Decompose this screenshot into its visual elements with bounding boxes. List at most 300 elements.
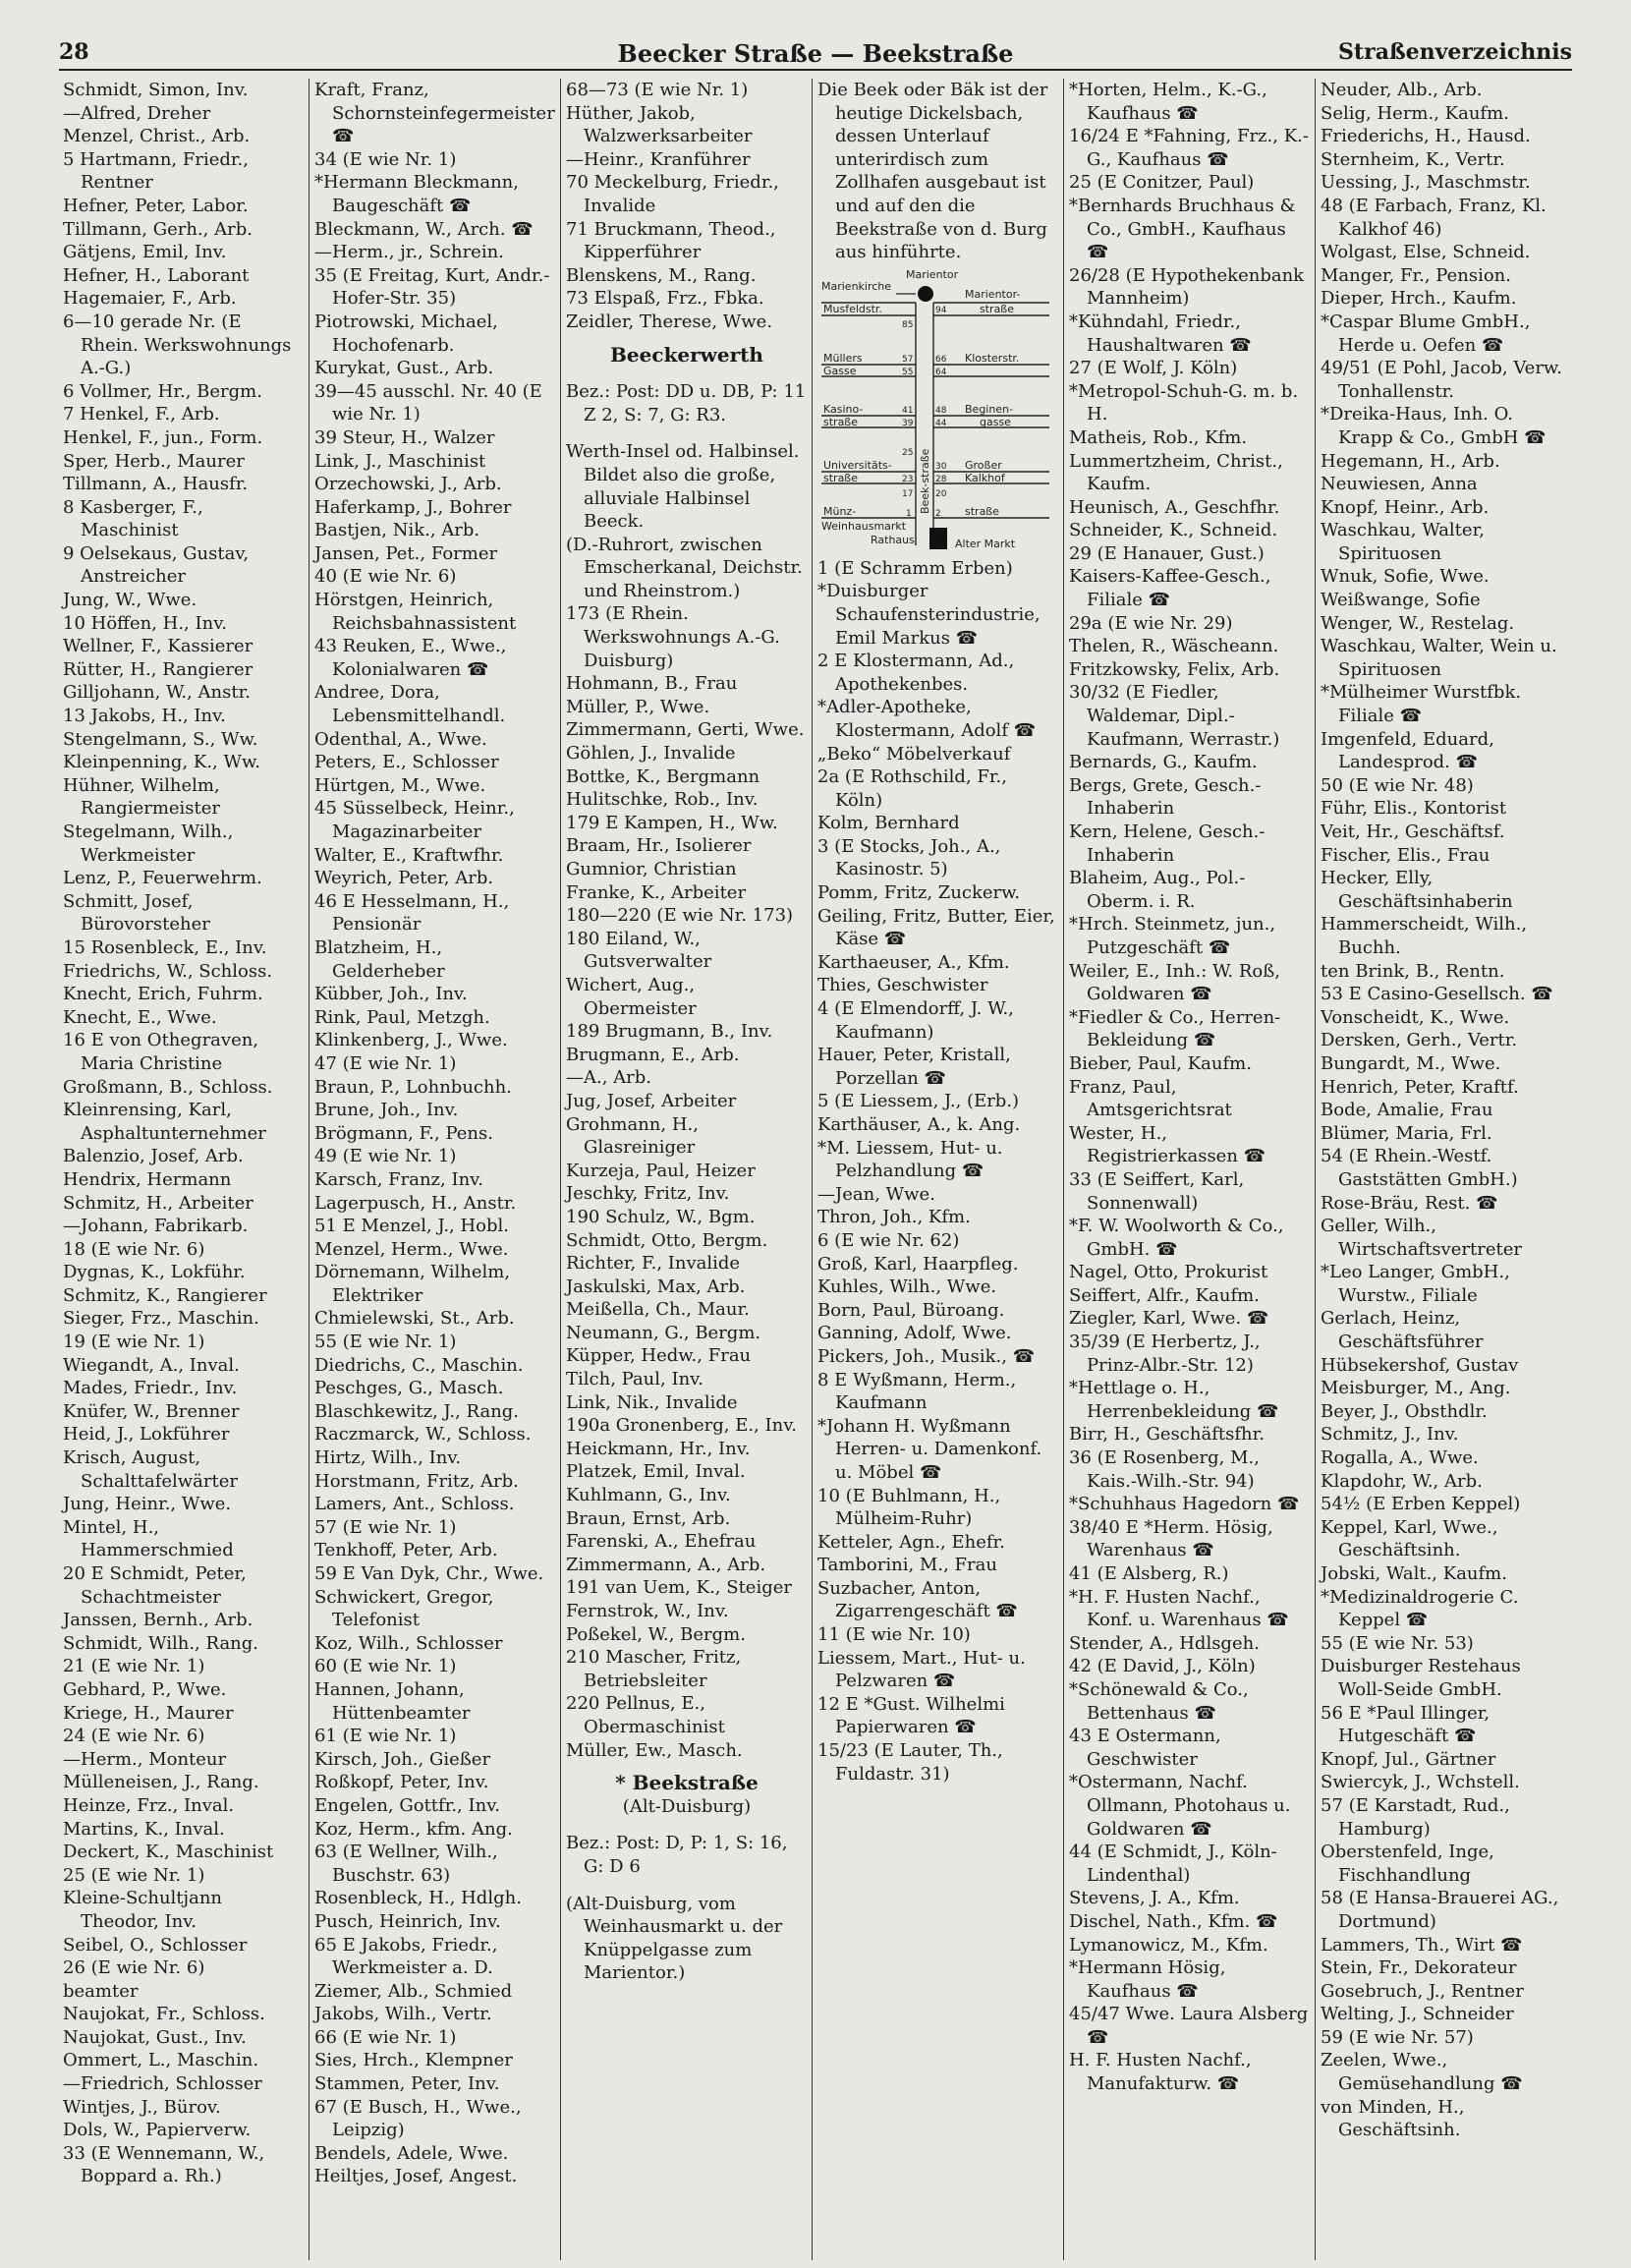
page-header [59,35,1572,71]
directory-entry: *Hermann Bleckmann, Baugeschäft ☎ [314,172,519,216]
directory-entry: Neuder, Alb., Arb. [1321,80,1483,100]
directory-entry: Kuhles, Wilh., Wwe. [817,1276,997,1298]
directory-entry: Pickers, Joh., Musik., ☎ [817,1345,1036,1367]
directory-entry: Selig, Herm., Kaufm. [1321,102,1509,124]
directory-entry: Oberstenfeld, Inge, Fischhandlung [1321,1842,1494,1886]
directory-entry: 4 (E Elmendorff, J. W., Kaufmann) [817,998,1014,1043]
church-marker-icon [918,286,933,302]
directory-entry: Blaschkewitz, J., Rang. [314,1400,520,1422]
map-label-muellers-gasse-2: Gasse [823,364,857,377]
section-heading: * Beekstraße [615,1771,759,1795]
directory-entry: Mülleneisen, J., Rang. [63,1772,259,1793]
directory-entry: 39—45 ausschl. Nr. 40 (E wie Nr. 1) [314,380,542,425]
directory-entry: Lamers, Ant., Schloss. [314,1494,515,1515]
directory-entry: 1 (E Schramm Erben) [817,557,1013,579]
directory-entry: Thies, Geschwister [817,975,988,996]
house-number: 66 [935,354,947,365]
directory-entry: Jung, Heinr., Wwe. [63,1494,232,1515]
directory-entry: —Johann, Fabrikarb. [63,1216,249,1237]
directory-entry: 19 (E wie Nr. 1) [63,1332,205,1353]
directory-entry: Ziegler, Karl, Wwe. ☎ [1069,1308,1269,1330]
directory-entry: *H. F. Husten Nachf., Konf. u. Warenhaus ☎ [1069,1586,1289,1631]
directory-entry: Kirsch, Joh., Gießer [314,1748,491,1770]
directory-entry: 59 E Van Dyk, Chr., Wwe. [314,1563,544,1584]
directory-entry: Tillmann, A., Hausfr. [63,474,249,495]
directory-entry: Braun, P., Lohnbuchh. [314,1076,512,1098]
directory-entry: 180—220 (E wie Nr. 173) [566,905,794,927]
map-label-kasinostrasse-2: straße [823,415,859,428]
directory-entry: *Schuhhaus Hagedorn ☎ [1069,1494,1300,1515]
directory-entry: Hendrix, Hermann [63,1168,232,1190]
directory-entry: 67 (E Busch, H., Wwe., Leipzig) [314,2096,522,2141]
directory-entry: Martins, K., Inval. [63,1818,225,1840]
directory-entry: Diedrichs, C., Maschin. [314,1354,524,1376]
directory-entry: H. F. Husten Nachf., Manufakturw. ☎ [1069,2050,1252,2095]
directory-entry: Hauer, Peter, Kristall, Porzellan ☎ [817,1045,1011,1089]
directory-entry: Menzel, Herm., Wwe. [314,1238,509,1260]
directory-entry: Bungardt, M., Wwe. [1321,1052,1501,1074]
directory-entry: Jeschky, Fritz, Inv. [566,1183,730,1205]
directory-entry: Suzbacher, Anton, Zigarrengeschäft ☎ [817,1577,1018,1622]
directory-entry: Henrich, Peter, Kraftf. [1321,1076,1519,1098]
street-map [817,268,1053,553]
directory-entry: Heickmann, Hr., Inv. [566,1438,751,1459]
directory-entry: Knüfer, W., Brenner [63,1400,240,1422]
directory-entry: Link, J., Maschinist [314,450,486,472]
directory-entry: Neuwiesen, Anna [1321,474,1478,495]
directory-entry: Dischel, Nath., Kfm. ☎ [1069,1910,1278,1932]
directory-entry: Wellner, F., Kassierer [63,636,253,657]
directory-entry: Hürtgen, M., Wwe. [314,774,486,796]
map-label-marientorstrasse: Marientor- [965,287,1021,301]
directory-entry: Führ, Elis., Kontorist [1321,798,1507,820]
house-number: 94 [935,305,947,315]
directory-entry: 27 (E Wolf, J. Köln) [1069,358,1238,379]
directory-entry: Tenkhoff, Peter, Arb. [314,1540,498,1561]
directory-entry: *Dreika-Haus, Inh. O. Krapp & Co., GmbH ☎ [1321,404,1547,448]
directory-entry: Klapdohr, W., Arb. [1321,1470,1483,1492]
directory-entry: Haferkamp, J., Bohrer [314,496,512,518]
directory-entry: Fernstrok, W., Inv. [566,1601,729,1621]
directory-entry: Rosenbleck, H., Hdlgh. [314,1888,522,1909]
page-title: Beecker Straße — Beekstraße [617,39,1014,68]
map-label-grosser-kalkhof: Großer [965,458,1002,472]
map-label-kasinostrasse: Kasino- [823,402,864,416]
directory-entry: Hecker, Elly, Geschäftsinhaberin [1321,868,1513,912]
directory-entry: Kleinrensing, Karl, Asphaltunternehmer [63,1100,266,1144]
directory-entry: Vonscheidt, K., Wwe. [1321,1006,1510,1028]
directory-entry: Waschkau, Walter, Spirituosen [1321,520,1485,564]
directory-entry: Naujokat, Fr., Schloss. [63,2004,265,2025]
directory-entry: Stegelmann, Wilh., Werkmeister [63,822,234,866]
directory-entry: Weißwange, Sofie [1321,590,1481,611]
directory-entry: Dygnas, K., Lokführ. [63,1262,246,1283]
directory-entry: 18 (E wie Nr. 6) [63,1238,205,1260]
directory-entry: Hohmann, B., Frau [566,673,738,695]
directory-entry: 210 Mascher, Fritz, Betriebsleiter [566,1647,742,1691]
directory-entry: Kraft, Franz, Schornsteinfegermeister ☎ [314,80,555,147]
directory-entry: Peters, E., Schlosser [314,752,499,773]
directory-entry: Pomm, Fritz, Zuckerw. [817,882,1021,904]
directory-entry: Knopf, Jul., Gärtner [1321,1748,1496,1770]
directory-entry: Roßkopf, Peter, Inv. [314,1772,489,1793]
house-number: 85 [902,319,914,330]
house-number: 44 [935,418,947,428]
directory-entry: Neumann, G., Bergm. [566,1322,761,1343]
section-title: Straßenverzeichnis [1338,39,1572,65]
directory-entry: Sieger, Frz., Maschin. [63,1308,259,1330]
directory-entry: Janssen, Bernh., Arb. [63,1610,253,1631]
directory-entry: Seiffert, Alfr., Kaufm. [1069,1284,1260,1306]
directory-entry: Schmitz, J., Inv. [1321,1424,1459,1446]
column-5 [1063,79,1316,2260]
directory-entry: Birr, H., Geschäftsfhr. [1069,1424,1265,1446]
directory-entry: Rogalla, A., Wwe. [1321,1447,1479,1469]
directory-entry: Groß, Karl, Haarpfleg. [817,1253,1019,1275]
directory-entry: Thron, Joh., Kfm. [817,1207,971,1228]
directory-entry: Raczmarck, W., Schloss. [314,1424,532,1446]
directory-entry: 35 (E Freitag, Kurt, Andr.-Hofer-Str. 35) [314,264,550,310]
directory-entry: Kaisers-Kaffee-Gesch., Filiale ☎ [1069,566,1271,611]
directory-entry: Bernards, G., Kaufm. [1069,752,1258,773]
directory-entry: Kurzeja, Paul, Heizer [566,1160,756,1181]
directory-entry: 48 (E Farbach, Franz, Kl. Kalkhof 46) [1321,195,1547,240]
directory-entry: Geiling, Fritz, Butter, Eier, Käse ☎ [817,905,1055,950]
directory-entry: Müller, P., Wwe. [566,696,710,717]
house-number: 48 [935,405,947,416]
directory-entry: 68—73 (E wie Nr. 1) [566,80,749,100]
directory-entry: Balenzio, Josef, Arb. [63,1146,244,1167]
directory-entry: Großmann, B., Schloss. [63,1076,273,1098]
directory-entry: Geller, Wilh., Wirtschaftsvertreter [1321,1216,1522,1260]
directory-entry: Knecht, Erich, Fuhrm. [63,984,263,1005]
directory-entry: 7 Henkel, F., Arb. [63,404,220,425]
map-label-weinhausmarkt: Weinhausmarkt [821,519,907,533]
directory-entry: Hirtz, Wilh., Inv. [314,1447,462,1469]
directory-entry: *Medizinaldrogerie C. Keppel ☎ [1321,1586,1519,1631]
directory-entry: Horstmann, Fritz, Arb. [314,1470,519,1492]
directory-entry: Zeidler, Therese, Wwe. [566,311,773,332]
directory-entry: 11 (E wie Nr. 10) [817,1624,971,1646]
directory-entry: Die Beek oder Bäk ist der heutige Dickelsbach, dessen Unterlauf unterirdisch zum Zollhafen ausgebaut ist und auf den die Beekstraße von d. Burg aus hinführte. [817,80,1048,263]
directory-entry: *Metropol-Schuh-G. m. b. H. [1069,380,1299,425]
directory-entry: 36 (E Rosenberg, M., Kais.-Wilh.-Str. 94) [1069,1447,1261,1492]
directory-entry: Bastjen, Nik., Arb. [314,520,480,541]
house-number: 23 [902,474,914,484]
directory-entry: Schmidt, Wilh., Rang. [63,1632,259,1654]
directory-entry: Gerlach, Heinz, Geschäftsführer [1321,1308,1484,1353]
map-label-beginengasse: Beginen- [965,402,1014,416]
directory-entry: Zimmermann, A., Arb. [566,1554,766,1575]
directory-entry: 180 Eiland, W., Gutsverwalter [566,928,712,973]
directory-entry: 29 (E Hanauer, Gust.) [1069,542,1265,564]
house-number: 30 [935,461,947,472]
directory-entry: Franke, K., Arbeiter [566,881,747,903]
directory-entry: 191 van Uem, K., Steiger [566,1577,792,1599]
directory-entry: *Horten, Helm., K.-G., Kaufhaus ☎ [1069,80,1267,124]
section-heading: Beeckerwerth [610,342,763,367]
column-3 [560,79,813,2260]
directory-entry: *Hettlage o. H., Herrenbekleidung ☎ [1069,1378,1279,1422]
directory-entry: *Schönewald & Co., Bettenhaus ☎ [1069,1678,1249,1724]
house-number: 2 [935,508,941,519]
directory-entry: *F. W. Woolworth & Co., GmbH. ☎ [1069,1216,1284,1260]
directory-entry: Sies, Hrch., Klempner [314,2050,513,2071]
directory-entry: Knopf, Heinr., Arb. [1321,496,1490,518]
directory-entry: 71 Bruckmann, Theod., Kipperführer [566,218,776,263]
directory-entry: Dersken, Gerh., Vertr. [1321,1030,1518,1051]
directory-entry: 43 E Ostermann, Geschwister [1069,1726,1221,1770]
directory-entry: Knecht, E., Wwe. [63,1006,217,1028]
directory-entry: Farenski, A., Ehefrau [566,1531,757,1553]
directory-entry: Krisch, August, Schalttafelwärter [63,1447,238,1492]
directory-entry: (D.-Ruhrort, zwischen Emscherkanal, Deichstr. und Rheinstrom.) [566,534,803,601]
directory-entry: 55 (E wie Nr. 1) [314,1332,457,1353]
house-number: 64 [935,367,947,377]
directory-entry: Göhlen, J., Invalide [566,743,736,765]
directory-entry: Koz, Wilh., Schlosser [314,1632,503,1654]
directory-entry: 60 (E wie Nr. 1) [314,1656,457,1677]
map-label-marientor: Marientor [906,267,959,281]
directory-entry: —Herm., Monteur [63,1748,227,1770]
column-1 [57,79,309,2260]
directory-entry: Schneider, K., Schneid. [1069,520,1278,541]
directory-entry: 66 (E wie Nr. 1) [314,2026,457,2048]
directory-entry: Karthäuser, A., k. Ang. [817,1114,1021,1135]
directory-entry: 65 E Jakobs, Friedr., Werkmeister a. D. [314,1934,498,1979]
directory-entry: Tillmann, Gerh., Arb. [63,218,253,240]
directory-entry: Schmidt, Simon, Inv. [63,80,249,100]
directory-entry: 58 (E Hansa-Brauerei AG., Dortmund) [1321,1888,1559,1932]
directory-entry: Stevens, J. A., Kfm. [1069,1888,1240,1909]
directory-entry: 38/40 E *Herm. Hösig, Warenhaus ☎ [1069,1516,1273,1561]
directory-entry: 55 (E wie Nr. 53) [1321,1632,1474,1654]
directory-entry: Stein, Fr., Dekorateur [1321,1957,1517,1979]
directory-entry: Thelen, R., Wäscheann. [1069,636,1279,657]
directory-entry: 8 Kasberger, F., Maschinist [63,496,203,541]
directory-entry: 15 Rosenbleck, E., Inv. [63,936,267,958]
directory-entry: Heinze, Frz., Inval. [63,1794,235,1816]
map-label-rathaus: Rathaus [871,533,915,546]
directory-entry: Lymanowicz, M., Kfm. [1069,1934,1268,1956]
directory-entry: 179 E Kampen, H., Ww. [566,812,778,833]
directory-entry: Hulitschke, Rob., Inv. [566,789,759,811]
directory-entry: Zeelen, Wwe., Gemüsehandlung ☎ [1321,2050,1523,2095]
directory-entry: 45 Süsselbeck, Heinr., Magazinarbeiter [314,798,515,842]
directory-entry: Tamborini, M., Frau [817,1555,997,1576]
directory-entry: 35/39 (E Herbertz, J., Prinz-Albr.-Str. 12) [1069,1332,1261,1376]
directory-entry: Jakobs, Wilh., Vertr. [314,2004,492,2025]
directory-entry: Wiegandt, A., Inval. [63,1354,240,1376]
directory-entry: Bez.: Post: D, P: 1, S: 16, G: D 6 [566,1833,788,1877]
column-6 [1315,79,1566,2260]
map-label-beginengasse-2: gasse [980,415,1011,428]
directory-entry: —Friedrich, Schlosser [63,2073,262,2095]
directory-entry: Wintjes, J., Bürov. [63,2096,221,2118]
directory-entry: 10 Höffen, H., Inv. [63,612,227,634]
directory-entry: Rose-Bräu, Rest. ☎ [1321,1192,1498,1214]
directory-entry: 6 (E wie Nr. 62) [817,1229,960,1251]
directory-entry: *Mülheimer Wurstfbk. Filiale ☎ [1321,682,1522,727]
directory-entry: Liessem, Mart., Hut- u. Pelzwaren ☎ [817,1647,1026,1692]
directory-entry: Ganning, Adolf, Wwe. [817,1323,1012,1344]
directory-entry: Kern, Helene, Gesch.-Inhaberin [1069,822,1265,866]
directory-entry: Fritzkowsky, Felix, Arb. [1069,658,1280,680]
directory-entry: Karsch, Franz, Inv. [314,1168,483,1190]
directory-entry: „Beko“ Möbelverkauf [817,743,1011,765]
directory-entry: 5 (E Liessem, J., (Erb.) [817,1091,1020,1112]
directory-entry: —Herm., jr., Schrein. [314,242,504,263]
map-label-beekstrasse: Beek-straße [919,448,931,514]
directory-entry: (Alt-Duisburg, vom Weinhausmarkt u. der Knüppelgasse zum Marientor.) [566,1893,783,1984]
directory-entry: 21 (E wie Nr. 1) [63,1656,205,1677]
directory-entry: Welting, J., Schneider [1321,2004,1514,2025]
directory-entry: Wester, H., Registrierkassen ☎ [1069,1122,1266,1167]
map-label-universitaetsstrasse-2: straße [823,471,859,484]
directory-entry: —A., Arb. [566,1067,652,1089]
directory-entry: Tilch, Paul, Inv. [566,1369,703,1390]
directory-entry: 41 (E Alsberg, R.) [1069,1563,1229,1584]
directory-entry: *Johann H. Wyßmann Herren- u. Damenkonf. u. Möbel ☎ [817,1415,1042,1483]
directory-entry: Friedrichs, W., Schloss. [63,960,273,982]
directory-entry: *M. Liessem, Hut- u. Pelzhandlung ☎ [817,1137,1003,1182]
directory-entry: Veit, Hr., Geschäftsf. [1321,822,1505,842]
directory-entry: 42 (E David, J., Köln) [1069,1656,1256,1677]
directory-entry: Peschges, G., Masch. [314,1378,504,1399]
directory-entry: Lenz, P., Feuerwehrm. [63,868,262,889]
directory-entry: Ketteler, Agn., Ehefr. [817,1531,1005,1553]
directory-entry: Gebhard, P., Wwe. [63,1678,227,1700]
section-subheading: (Alt-Duisburg) [622,1795,752,1817]
house-number: 20 [935,488,947,499]
directory-entry: Beyer, J., Obsthdlr. [1321,1400,1488,1422]
directory-entry: Hüther, Jakob, Walzwerksarbeiter [566,102,753,147]
directory-entry: 45/47 Wwe. Laura Alsberg ☎ [1069,2004,1309,2048]
directory-entry: Richter, F., Invalide [566,1253,741,1275]
directory-entry: 173 (E Rhein. Werkswohnungs A.-G. Duisburg) [566,603,780,671]
directory-entry: Kuhlmann, G., Inv. [566,1485,731,1506]
directory-entry: Pusch, Heinrich, Inv. [314,1910,501,1932]
directory-entry: Gosebruch, J., Rentner [1321,1980,1524,2002]
directory-entry: 26/28 (E Hypothekenbank Mannheim) [1069,264,1305,310]
house-number: 25 [902,447,914,458]
directory-entry: Blaheim, Aug., Pol.-Oberm. i. R. [1069,868,1246,912]
directory-entry: Bottke, K., Bergmann [566,765,760,787]
directory-entry: Uessing, J., Maschmstr. [1321,172,1531,194]
directory-entry: 50 (E wie Nr. 48) [1321,774,1474,796]
directory-entry: Kleine-Schultjann Theodor, Inv. [63,1888,223,1932]
directory-entry: 26 (E wie Nr. 6) [63,1957,205,1979]
directory-entry: Deckert, K., Maschinist [63,1842,274,1863]
directory-entry: Müller, Ew., Masch. [566,1739,743,1761]
directory-entry: Swiercyk, J., Wchstell. [1321,1772,1520,1793]
directory-entry: 53 E Casino-Gesellsch. ☎ [1321,984,1553,1005]
directory-entry: Hühner, Wilhelm, Rangiermeister [63,774,221,820]
directory-entry: Rütter, H., Rangierer [63,658,253,680]
directory-entry: 10 (E Buhlmann, H., Mülheim-Ruhr) [817,1485,1001,1530]
directory-entry: Poßekel, W., Bergm. [566,1623,746,1645]
directory-entry: Bendels, Adele, Wwe. [314,2142,509,2164]
directory-entry: Chmielewski, St., Arb. [314,1308,515,1330]
directory-entry: Wichert, Aug., Obermeister [566,974,697,1019]
directory-entry: 29a (E wie Nr. 29) [1069,612,1233,634]
directory-entry: —Heinr., Kranführer [566,148,751,170]
directory-entry: Schmitt, Josef, Bürovorsteher [63,890,210,936]
directory-entry: 5 Hartmann, Friedr., Rentner [63,148,249,194]
directory-entry: *Hrch. Steinmetz, jun., Putzgeschäft ☎ [1069,914,1276,958]
house-number: 55 [902,367,914,377]
directory-entry: 16/24 E *Fahning, Frz., K.-G., Kaufhaus ☎ [1069,126,1309,170]
directory-entry: *Ostermann, Nachf. Ollmann, Photohaus u. Goldwaren ☎ [1069,1772,1291,1840]
directory-entry: 2 E Klostermann, Ad., Apothekenbes. [817,651,1015,695]
directory-entry: *Adler-Apotheke, Klostermann, Adolf ☎ [817,697,1037,741]
directory-entry: *Duisburger Schaufensterindustrie, Emil Markus ☎ [817,581,1040,649]
directory-entry: Orzechowski, J., Arb. [314,474,502,495]
directory-entry: Bergs, Grete, Gesch.-Inhaberin [1069,774,1262,820]
directory-entry: Odenthal, A., Wwe. [314,728,487,750]
directory-entry: Rink, Paul, Metzgh. [314,1006,490,1028]
directory-entry: Jug, Josef, Arbeiter [566,1090,737,1111]
map-label-klosterstr: Klosterstr. [965,351,1020,365]
directory-entry: —Alfred, Dreher [63,102,211,124]
directory-entry: *Kühndahl, Friedr., Haushaltwaren ☎ [1069,311,1252,356]
directory-entry: 59 (E wie Nr. 57) [1321,2026,1474,2048]
directory-entry: —Jean, Wwe. [817,1183,935,1205]
directory-entry: Born, Paul, Büroang. [817,1299,1005,1321]
directory-entry: 57 (E wie Nr. 1) [314,1516,457,1538]
directory-entry: Wnuk, Sofie, Wwe. [1321,566,1490,588]
directory-entry: 63 (E Wellner, Wilh., Buschstr. 63) [314,1842,498,1886]
directory-entry: 8 E Wyßmann, Herm., Kaufmann [817,1369,1017,1414]
directory-entry: 12 E *Gust. Wilhelmi Papierwaren ☎ [817,1693,1005,1738]
directory-entry: Blümer, Maria, Frl. [1321,1122,1492,1144]
directory-entry: Walter, E., Kraftwfhr. [314,844,504,866]
map-label-universitaetsstrasse: Universitäts- [823,458,892,472]
directory-entry: 190 Schulz, W., Bgm. [566,1206,756,1227]
directory-entry: *Caspar Blume GmbH., Herde u. Oefen ☎ [1321,311,1531,356]
directory-entry: 49 (E wie Nr. 1) [314,1146,457,1167]
directory-entry: Wolgast, Else, Schneid. [1321,242,1531,263]
directory-entry: Lagerpusch, H., Anstr. [314,1192,517,1214]
directory-entry: Jung, W., Wwe. [63,590,197,611]
directory-entry: 57 (E Karstadt, Rud., Hamburg) [1321,1794,1510,1840]
directory-entry: Stammen, Peter, Inv. [314,2073,500,2095]
directory-entry: Hübsekershof, Gustav [1321,1354,1519,1376]
directory-entry: Menzel, Christ., Arb. [63,126,251,147]
directory-entry: 189 Brugmann, B., Inv. [566,1021,773,1043]
directory-entry: Meisburger, M., Ang. [1321,1378,1511,1399]
directory-entry: Mades, Friedr., Inv. [63,1378,238,1399]
directory-entry: *Fiedler & Co., Herren-Bekleidung ☎ [1069,1006,1281,1051]
directory-entry: Heunisch, A., Geschfhr. [1069,496,1280,518]
directory-entry: Mintel, H., Hammerschmied [63,1516,234,1561]
directory-entry: Schmitz, H., Arbeiter [63,1192,253,1214]
directory-entry: 54 (E Rhein.-Westf. Gaststätten GmbH.) [1321,1146,1518,1190]
directory-entry: 56 E *Paul Illinger, Hutgeschäft ☎ [1321,1702,1490,1747]
directory-entry: Brögmann, F., Pens. [314,1122,493,1144]
directory-entry: Koz, Herm., kfm. Ang. [314,1818,513,1840]
directory-entry: Hefner, H., Laborant [63,264,250,286]
directory-entry: 30/32 (E Fiedler, Waldemar, Dipl.-Kaufmann, Werrastr.) [1069,682,1280,750]
directory-entry: Seibel, O., Schlosser [63,1934,248,1956]
map-label-marientorstrasse-2: straße [980,302,1015,315]
directory-entry: Waschkau, Walter, Wein u. Spirituosen [1321,636,1557,680]
directory-entry: 46 E Hesselmann, H., Pensionär [314,890,510,936]
directory-entry: Jansen, Pet., Former [314,542,498,564]
directory-entry: Sper, Herb., Maurer [63,450,245,472]
house-number: 41 [902,405,914,416]
directory-entry: 9 Oelsekaus, Gustav, Anstreicher [63,542,250,588]
